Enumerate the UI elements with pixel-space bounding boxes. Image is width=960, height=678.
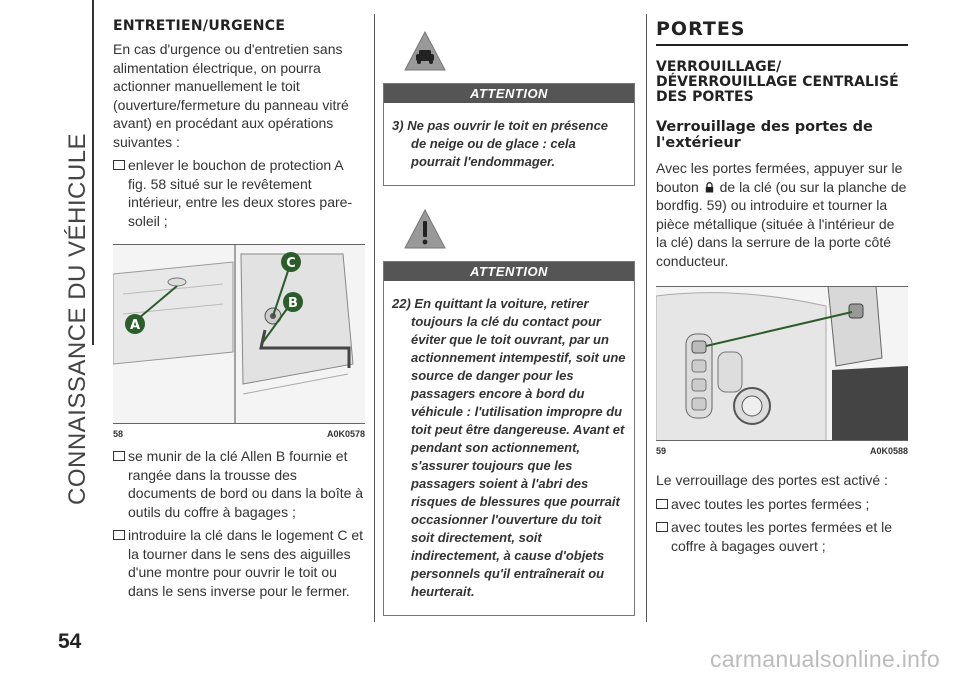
column-warnings: [383, 0, 635, 616]
figure-caption: [656, 446, 908, 456]
figure-code: A0K0588: [869, 446, 908, 456]
intro-paragraph: En cas d'urgence ou d'entretien sans alimentation électrique, on pourra actionner manuellement le toit (ouverture/fermeture du panneau vitré avant) en procédant aux opérations suivantes :: [113, 41, 349, 150]
subsection-heading: VERROUILLAGE/ DÉVERROUILLAGE CENTRALISÉ DES PORTES: [656, 59, 899, 105]
checkbox-bullet-icon: [113, 451, 125, 461]
svg-text:C: C: [286, 256, 296, 271]
svg-text:A: A: [129, 318, 141, 333]
figure-number: 59: [656, 446, 667, 456]
roof-manual-operation-illustration: [113, 244, 365, 424]
chapter-title: CONNAISSANCE DU VÉHICULE: [64, 132, 91, 505]
dashboard-lock-button-illustration: [656, 286, 908, 441]
figure-59: [656, 286, 908, 456]
list-item: introduire la clé dans le logement C et la tourner dans le sens des aiguilles d'une montre pour ouvrir le toit ou dans le sens inverse pour le fermer.: [113, 526, 365, 600]
list-item: avec toutes les portes fermées et le coffre à bagages ouvert ;: [656, 518, 908, 555]
checkbox-bullet-icon: [113, 160, 125, 170]
figure-code: A0K0578: [326, 429, 365, 439]
warning-number: 3): [392, 118, 404, 133]
door-lock-paragraph: Avec les portes fermées, appuyer sur le bouton de la clé (ou sur la planche de bordfig. 59) ou introduire et tourner la pièce métallique (située à l'intérieur de la clé) dans la serrure de la porte côté conducteur.: [656, 160, 907, 269]
warning-box: [383, 83, 635, 186]
subsection-heading-exterior: Verrouillage des portes de l'extérieur: [656, 119, 873, 151]
chapter-section-title: PORTES: [656, 18, 746, 40]
activation-paragraph: Le verrouillage des portes est activé :: [656, 472, 888, 488]
page-number: 54: [58, 630, 82, 653]
list-item: avec toutes les portes fermées ;: [656, 495, 908, 514]
figure-58: [113, 244, 365, 439]
exclamation-warning-icon: [403, 208, 447, 252]
figure-caption: [113, 429, 365, 439]
column-doors: [656, 0, 908, 555]
svg-text:B: B: [288, 296, 298, 311]
side-rule: [92, 0, 94, 345]
section-heading-maintenance: ENTRETIEN/URGENCE: [113, 18, 286, 34]
slippery-road-icon: [403, 30, 447, 74]
list-item: se munir de la clé Allen B fournie et rangée dans la trousse des documents de bord ou dans la boîte à outils du coffre à bagages ;: [113, 447, 365, 521]
column-maintenance: [113, 0, 365, 600]
warning-text: Ne pas ouvrir le toit en présence de neige ou de glace : cela pourrait l'endommager.: [407, 118, 609, 169]
column-divider: [646, 14, 647, 622]
checkbox-bullet-icon: [656, 522, 668, 532]
figure-number: 58: [113, 429, 124, 439]
list-item: enlever le bouchon de protection A fig. 58 situé sur le revêtement intérieur, entre les deux stores pare-soleil ;: [113, 156, 365, 230]
warning-text: En quittant la voiture, retirer toujours la clé du contact pour éviter que le toit ouvrant, par un actionnement intempestif, soit une source de danger pour les passagers encore à bord du véhicule : l'utilisation impropre du toit peut être dangereuse. Avant et pendant son actionnement, s'assurer toujours que les passagers soient à l'abri des risques de blessures que pourrait occasionner l'ouverture du toit soit directement, soit indirectement, à cause d'objets personnels qu'il entraînerait ou heurterait.: [411, 296, 626, 599]
column-divider: [374, 14, 375, 622]
warning-title: ATTENTION: [384, 84, 634, 103]
warning-number: 22): [392, 296, 411, 311]
checkbox-bullet-icon: [656, 499, 668, 509]
watermark: carmanualsonline.info: [709, 646, 940, 672]
warning-title: ATTENTION: [384, 262, 634, 281]
lock-icon: [705, 182, 714, 193]
checkbox-bullet-icon: [113, 530, 125, 540]
warning-box: [383, 261, 635, 616]
